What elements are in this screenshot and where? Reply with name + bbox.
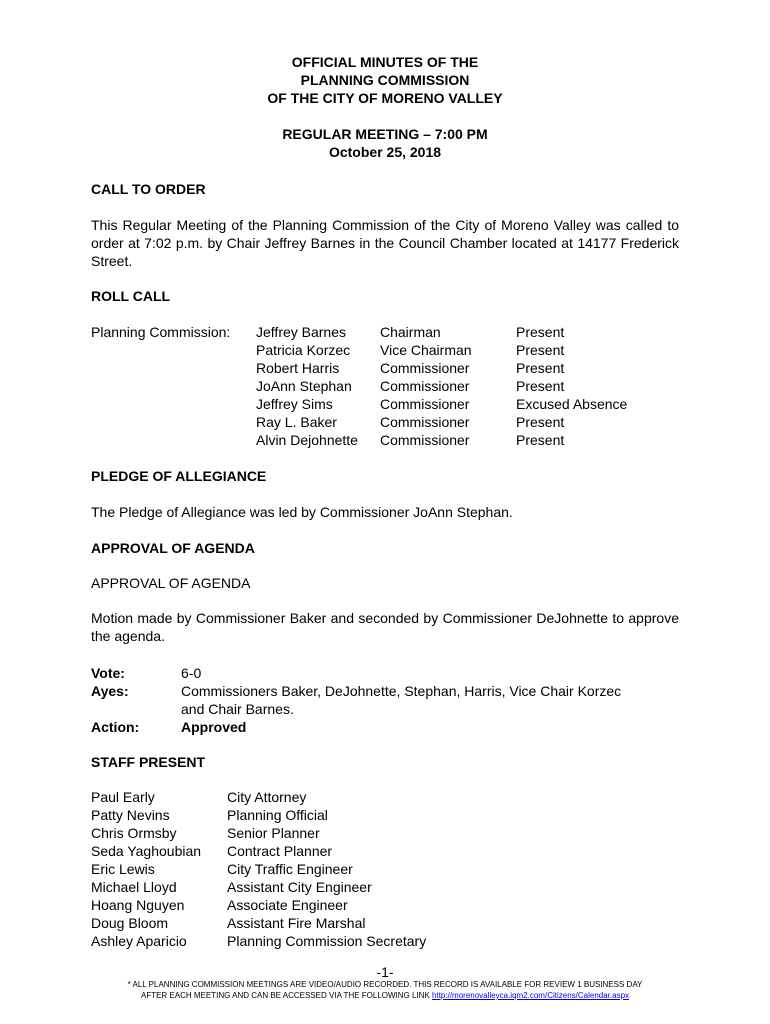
- staff-title: Senior Planner: [227, 825, 320, 841]
- roll-call-title: Chairman: [380, 324, 441, 340]
- footnote-line-2: [0, 991, 770, 1001]
- ayes-label: Ayes:: [91, 683, 129, 699]
- staff-name: Hoang Nguyen: [91, 897, 185, 913]
- roll-call-name: Jeffrey Sims: [256, 396, 333, 412]
- roll-call-name: Patricia Korzec: [256, 342, 351, 358]
- roll-call-title: Commissioner: [380, 414, 470, 430]
- roll-call-name: Robert Harris: [256, 360, 340, 376]
- roll-call-status: Excused Absence: [516, 396, 628, 412]
- roll-call-title: Commissioner: [380, 396, 470, 412]
- staff-name: Doug Bloom: [91, 915, 169, 931]
- pledge-text: The Pledge of Allegiance was led by Commissioner JoAnn Stephan.: [91, 504, 513, 520]
- staff-name: Patty Nevins: [91, 807, 170, 823]
- roll-call-title: Commissioner: [380, 378, 470, 394]
- header-line-3: OF THE CITY OF MORENO VALLEY: [267, 90, 503, 106]
- roll-call-title: Vice Chairman: [380, 342, 472, 358]
- staff-name: Eric Lewis: [91, 861, 155, 877]
- calendar-link[interactable]: http://morenovalleyca.iqm2.com/Citizens/Calendar.aspx: [432, 991, 630, 1000]
- ayes-value-continued: and Chair Barnes.: [181, 701, 294, 717]
- header-line-1: OFFICIAL MINUTES OF THE: [291, 54, 479, 70]
- staff-name: Paul Early: [91, 789, 155, 805]
- action-label: Action:: [91, 719, 140, 735]
- roll-call-name: Ray L. Baker: [256, 414, 337, 430]
- vote-value: 6-0: [181, 665, 202, 681]
- staff-heading: STAFF PRESENT: [91, 754, 206, 770]
- staff-name: Seda Yaghoubian: [91, 843, 202, 859]
- footnote-line-2-text: AFTER EACH MEETING AND CAN BE ACCESSED VIA THE FOLLOWING LINK: [140, 991, 430, 1000]
- vote-label: Vote:: [91, 665, 125, 681]
- roll-call-status: Present: [516, 360, 565, 376]
- roll-call-status: Present: [516, 432, 565, 448]
- staff-title: Planning Commission Secretary: [227, 933, 427, 949]
- roll-call-label: Planning Commission:: [91, 324, 231, 340]
- staff-title: City Attorney: [227, 789, 307, 805]
- action-value: Approved: [181, 719, 247, 735]
- roll-call-name: Alvin Dejohnette: [256, 432, 358, 448]
- roll-call-name: JoAnn Stephan: [256, 378, 352, 394]
- roll-call-status: Present: [516, 414, 565, 430]
- page-number: -1-: [376, 964, 394, 980]
- meeting-date: October 25, 2018: [328, 144, 442, 160]
- staff-title: Contract Planner: [227, 843, 333, 859]
- staff-title: City Traffic Engineer: [227, 861, 353, 877]
- roll-call-title: Commissioner: [380, 432, 470, 448]
- ayes-value: Commissioners Baker, DeJohnette, Stephan, Harris, Vice Chair Korzec: [181, 683, 622, 699]
- staff-name: Michael Lloyd: [91, 879, 177, 895]
- staff-title: Assistant Fire Marshal: [227, 915, 366, 931]
- agenda-motion: Motion made by Commissioner Baker and seconded by Commissioner DeJohnette to approve the agenda.: [91, 610, 679, 644]
- roll-call-name: Jeffrey Barnes: [256, 324, 347, 340]
- header-line-2: PLANNING COMMISSION: [300, 72, 470, 88]
- agenda-subheading: APPROVAL OF AGENDA: [91, 575, 251, 591]
- roll-call-status: Present: [516, 342, 565, 358]
- footnote-line-1: * ALL PLANNING COMMISSION MEETINGS ARE VIDEO/AUDIO RECORDED. THIS RECORD IS AVAILABLE FOR REVIEW 1 BUSINESS DAY: [127, 980, 643, 989]
- staff-name: Ashley Aparicio: [91, 933, 187, 949]
- roll-call-status: Present: [516, 378, 565, 394]
- agenda-heading: APPROVAL OF AGENDA: [91, 540, 255, 556]
- call-to-order-text: This Regular Meeting of the Planning Commission of the City of Moreno Valley was called to order at 7:02 p.m. by Chair Jeffrey Barnes in the Council Chamber located at 14177 Frederick Street.: [91, 217, 679, 269]
- roll-call-heading: ROLL CALL: [91, 288, 171, 304]
- call-to-order-heading: CALL TO ORDER: [91, 181, 206, 197]
- roll-call-title: Commissioner: [380, 360, 470, 376]
- staff-title: Assistant City Engineer: [227, 879, 372, 895]
- meeting-title: REGULAR MEETING – 7:00 PM: [282, 126, 488, 142]
- staff-name: Chris Ormsby: [91, 825, 177, 841]
- staff-title: Planning Official: [227, 807, 328, 823]
- roll-call-status: Present: [516, 324, 565, 340]
- pledge-heading: PLEDGE OF ALLEGIANCE: [91, 468, 267, 484]
- staff-title: Associate Engineer: [227, 897, 348, 913]
